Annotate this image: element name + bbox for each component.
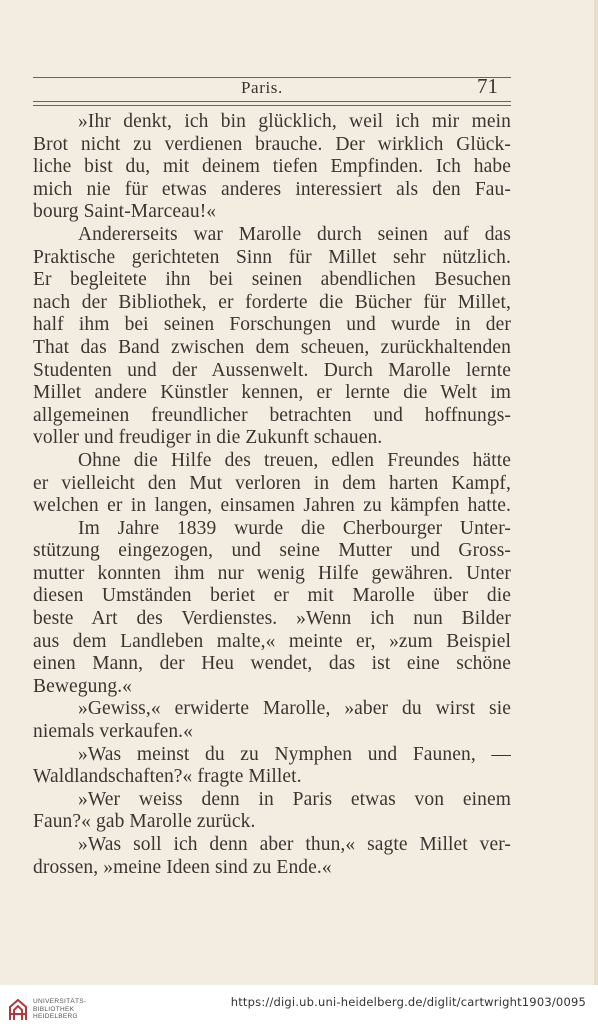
source-url-link[interactable]: https://digi.ub.uni-heidelberg.de/diglit/cartwright1903/0095 (230, 995, 586, 1009)
text-line: Bewegung.« (33, 675, 133, 697)
text-line: liche bist du, mit deinem tiefen Empfinden. Ich habe (33, 156, 511, 178)
text-line: Praktische gerichteten Sinn für Millet sehr nützlich. (33, 246, 511, 268)
text-line: Im Jahre 1839 wurde die Cherbourger Unter- (78, 517, 511, 539)
text-line: half ihm bei seinen Forschungen und wurde in der (33, 314, 511, 336)
text-line: voller und freudiger in die Zukunft schauen. (33, 427, 383, 449)
university-seal-icon (8, 998, 28, 1022)
text-line: welchen er in langen, einsamen Jahren zu kämpfen hatte. (33, 495, 511, 517)
text-line: drossen, »meine Ideen sind zu Ende.« (33, 856, 332, 878)
text-line: niemals verkaufen.« (33, 721, 194, 743)
text-line: aus dem Landleben malte,« meinte er, »zum Beispiel (33, 630, 511, 652)
text-line: er vielleicht den Mut verloren in dem harten Kampf, (33, 472, 511, 494)
text-line: Andererseits war Marolle durch seinen auf das (78, 223, 511, 245)
text-line: »Wer weiss denn in Paris etwas von einem (78, 788, 511, 810)
library-name-line: HEIDELBERG (33, 1013, 78, 1020)
text-line: nach der Bibliothek, er forderte die Bücher für Millet, (33, 291, 511, 313)
text-line: Millet andere Künstler kennen, er lernte die Welt im (33, 382, 511, 404)
text-line: Brot nicht zu verdienen brauche. Der wirklich Glück- (33, 133, 511, 155)
text-line: mutter konnten ihm nur wenig Hilfe gewähren. Unter (33, 562, 511, 584)
text-line: einen Mann, der Heu wendet, das ist eine schöne (33, 653, 511, 675)
text-line: stützung eingezogen, und seine Mutter und Gross- (33, 540, 511, 562)
library-name-line: UNIVERSITÄTS- (33, 998, 87, 1005)
text-line: Ohne die Hilfe des treuen, edlen Freundes hätte (78, 449, 511, 471)
text-line: »Was meinst du zu Nymphen und Faunen, — (78, 743, 511, 765)
library-name (33, 998, 86, 1021)
running-head: Paris. (241, 78, 283, 97)
text-line: Er begleitete ihn bei seinen abendlichen Besuchen (33, 269, 511, 291)
header-rule-bottom (33, 101, 511, 106)
text-line: beste Art des Verdienstes. »Wenn ich nun Bilder (33, 608, 511, 630)
text-line: diesen Umständen beriet er mit Marolle über die (33, 585, 511, 607)
page-number: 71 (477, 74, 498, 98)
text-line: bourg Saint-Marceau!« (33, 201, 217, 223)
page-edge (594, 0, 598, 985)
body-text (33, 111, 511, 879)
text-line: Studenten und der Aussenwelt. Durch Marolle lernte (33, 359, 511, 381)
library-name-line: BIBLIOTHEK (33, 1005, 75, 1013)
text-line: mich nie für etwas anderes interessiert als den Fau- (33, 178, 511, 200)
text-line: »Gewiss,« erwiderte Marolle, »aber du wirst sie (78, 698, 511, 720)
viewer-footer (0, 985, 598, 1033)
text-line: Waldlandschaften?« fragte Millet. (33, 766, 302, 788)
text-line: »Ihr denkt, ich bin glücklich, weil ich mir mein (78, 111, 511, 132)
text-line: Faun?« gab Marolle zurück. (33, 811, 256, 833)
text-line: That das Band zwischen dem scheuen, zurückhaltenden (33, 336, 511, 358)
text-line: allgemeinen freundlicher betrachten und hoffnungs- (33, 404, 511, 426)
text-line: »Was soll ich denn aber thun,« sagte Millet ver- (78, 834, 511, 855)
